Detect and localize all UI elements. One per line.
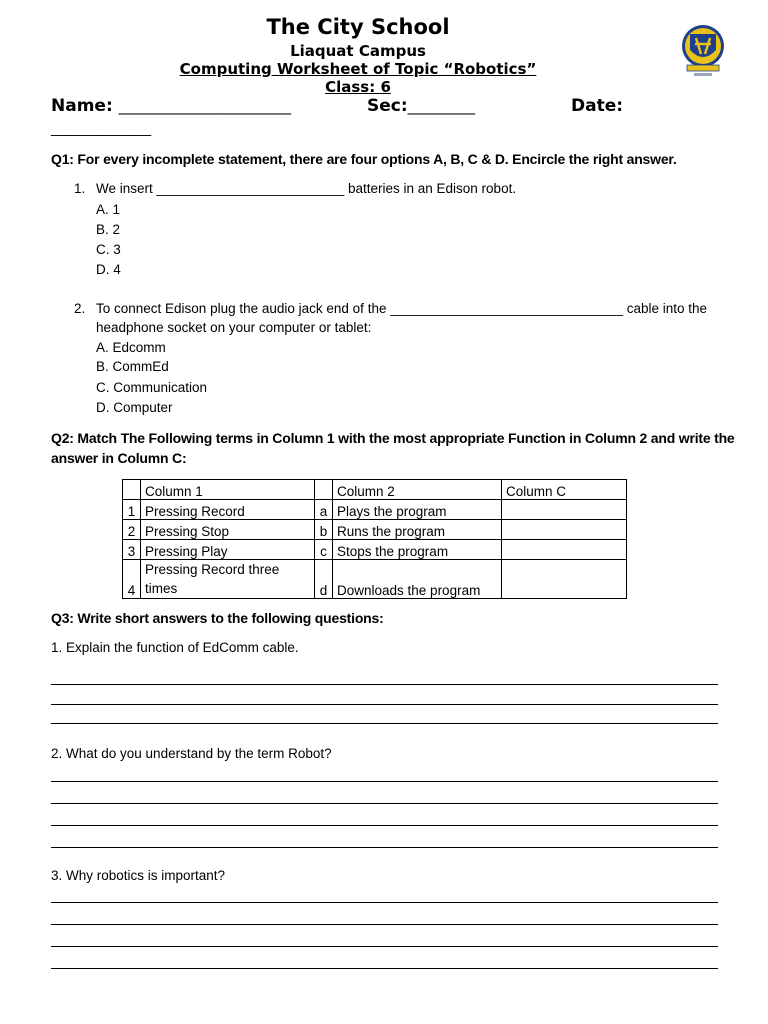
answer-line[interactable] [51, 902, 718, 903]
term-cell: Pressing Record [141, 500, 315, 520]
term-cell: Pressing Stop [141, 520, 315, 540]
answer-cell[interactable] [502, 500, 627, 520]
option-text[interactable]: B. CommEd [96, 359, 169, 374]
q3-question: 1. Explain the function of EdComm cable. [51, 640, 299, 655]
table-row [123, 560, 627, 599]
answer-cell[interactable] [502, 540, 627, 560]
answer-line[interactable] [51, 803, 718, 804]
row-letter: a [315, 500, 333, 520]
row-number: 3 [123, 540, 141, 560]
table-cell [315, 480, 333, 500]
table-row [123, 500, 627, 520]
row-number: 2 [123, 520, 141, 540]
q1-item-text-cont: headphone socket on your computer or tablet: [96, 320, 372, 335]
answer-line[interactable] [51, 946, 718, 947]
table-row [123, 540, 627, 560]
q1-heading: Q1: For every incomplete statement, there are four options A, B, C & D. Encircle the right answer. [51, 151, 677, 167]
option-text[interactable]: C. 3 [96, 242, 121, 257]
answer-line[interactable] [51, 684, 718, 685]
date-blank[interactable]: ____________ [51, 120, 152, 137]
option-text[interactable]: A. 1 [96, 202, 121, 217]
answer-line[interactable] [51, 924, 718, 925]
answer-line[interactable] [51, 968, 718, 969]
option-text[interactable]: C. Communication [96, 380, 208, 395]
q1-item-number: 2. [74, 301, 86, 316]
name-field[interactable] [51, 96, 291, 116]
sec-blank[interactable]: _________ [407, 97, 476, 115]
date-field[interactable] [571, 96, 623, 116]
function-cell: Stops the program [333, 540, 502, 560]
sec-field[interactable] [367, 96, 475, 116]
worksheet-title: Computing Worksheet of Topic “Robotics” [179, 60, 537, 78]
class-label: Class: 6 [325, 78, 391, 96]
q1-item-text: To connect Edison plug the audio jack end of the _______________________________ cable into the [96, 301, 708, 316]
q3-heading: Q3: Write short answers to the following questions: [51, 610, 384, 626]
option-text[interactable]: D. Computer [96, 400, 173, 415]
answer-line[interactable] [51, 847, 718, 848]
column-header: Column C [502, 480, 627, 500]
answer-line[interactable] [51, 825, 718, 826]
campus-name: Liaquat Campus [290, 42, 426, 60]
answer-cell[interactable] [502, 520, 627, 540]
date-label: Date: [571, 96, 624, 116]
q2-heading-cont: answer in Column C: [51, 450, 187, 466]
answer-cell[interactable] [502, 560, 627, 599]
matching-table [122, 479, 627, 599]
option-text[interactable]: B. 2 [96, 222, 121, 237]
option-text[interactable]: D. 4 [96, 262, 121, 277]
answer-line[interactable] [51, 723, 718, 724]
q3-question: 2. What do you understand by the term Robot? [51, 746, 332, 761]
row-letter: d [315, 560, 333, 599]
column-header: Column 2 [333, 480, 502, 500]
q1-item-text: We insert _________________________ batteries in an Edison robot. [96, 181, 517, 196]
row-letter: b [315, 520, 333, 540]
function-cell: Runs the program [333, 520, 502, 540]
q2-heading: Q2: Match The Following terms in Column 1 with the most appropriate Function in Column 2 and write the [51, 430, 735, 446]
term-cell: Pressing Play [141, 540, 315, 560]
column-header: Column 1 [141, 480, 315, 500]
answer-line[interactable] [51, 781, 718, 782]
row-number: 4 [123, 560, 141, 599]
name-label: Name: [51, 96, 113, 116]
option-text[interactable]: A. Edcomm [96, 340, 166, 355]
q3-question: 3. Why robotics is important? [51, 868, 226, 883]
term-cell: Pressing Record three times [141, 560, 315, 599]
q1-item-number: 1. [74, 181, 86, 196]
row-number: 1 [123, 500, 141, 520]
table-header-row [123, 480, 627, 500]
table-row [123, 520, 627, 540]
sec-label: Sec: [367, 96, 408, 116]
name-blank[interactable]: _______________________ [118, 97, 292, 115]
table-cell [123, 480, 141, 500]
school-title: The City School [266, 15, 450, 39]
school-crest-icon [679, 24, 727, 80]
answer-line[interactable] [51, 704, 718, 705]
function-cell: Plays the program [333, 500, 502, 520]
row-letter: c [315, 540, 333, 560]
function-cell: Downloads the program [333, 560, 502, 599]
